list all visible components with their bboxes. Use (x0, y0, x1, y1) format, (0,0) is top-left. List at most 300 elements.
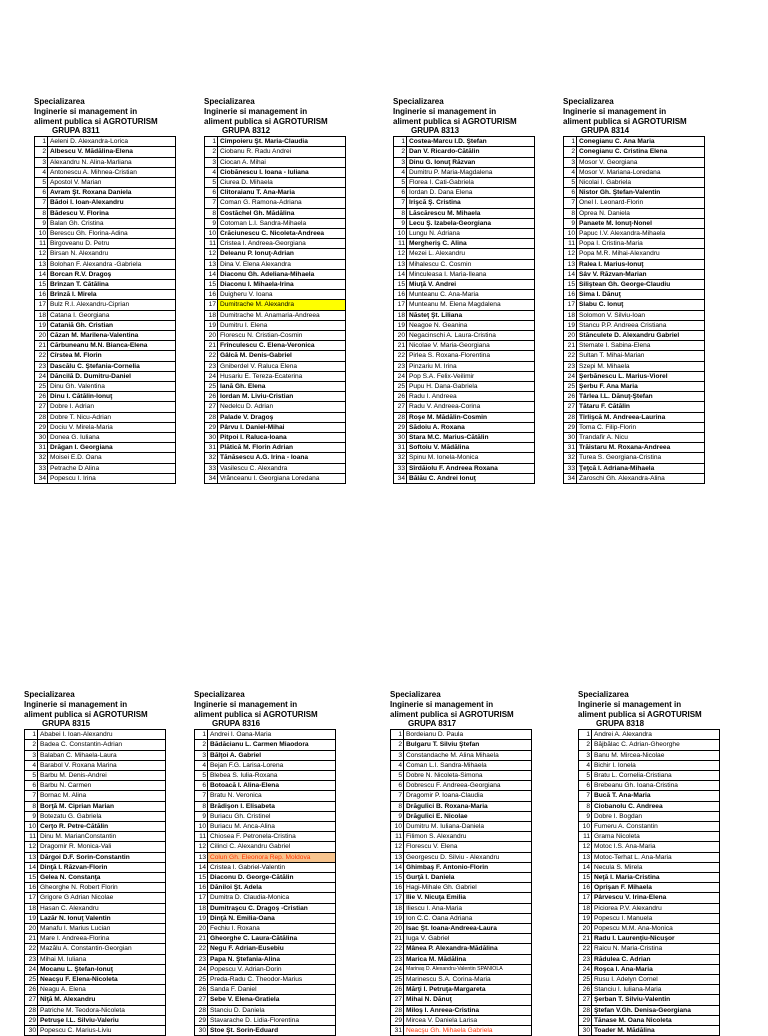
row-number: 18 (564, 310, 577, 320)
row-number: 2 (564, 147, 577, 157)
row-number: 5 (394, 178, 407, 188)
table-row (205, 137, 346, 147)
row-number: 25 (564, 382, 577, 392)
table-row (35, 157, 176, 167)
table-row (25, 811, 166, 821)
student-name: Papuc I.V. Alexandra-Mihaela (577, 229, 705, 239)
student-name: Coman L.I. Sandra-Mihaela (404, 760, 532, 770)
row-number: 27 (391, 995, 404, 1005)
table-row (394, 453, 535, 463)
table-row (25, 822, 166, 832)
student-name: Popa M.R. Mihai-Alexandru (577, 249, 705, 259)
student-name: Neagoe N. Geanina (407, 320, 535, 330)
student-name: Banu M. Mircea-Nicolae (592, 750, 720, 760)
table-row (391, 740, 532, 750)
student-name: Bălău C. Andrei Ionuţ (407, 473, 535, 483)
table-row (564, 320, 705, 330)
student-name: Borţă M. Ciprian Marian (38, 801, 166, 811)
row-number: 29 (394, 422, 407, 432)
student-name: Balan Gh. Cristina (48, 218, 176, 228)
student-name: Iordan M. Liviu-Cristian (218, 392, 346, 402)
table-row (195, 771, 336, 781)
spec-name-cont: aliment publica si AGROTURISM (34, 116, 158, 126)
row-number: 19 (564, 320, 577, 330)
row-number: 9 (564, 218, 577, 228)
student-name: Minculeasa I. Maria-Ileana (407, 269, 535, 279)
row-number: 15 (205, 280, 218, 290)
student-name: Vasilescu C. Alexandra (218, 463, 346, 473)
table-row (564, 290, 705, 300)
group-header (563, 97, 705, 136)
table-row (25, 740, 166, 750)
student-name: Radu I. Andreea (407, 392, 535, 402)
table-row (564, 392, 705, 402)
student-name: Blebea S. Iulia-Roxana (208, 771, 336, 781)
table-row (391, 781, 532, 791)
table-row (35, 300, 176, 310)
table-row (579, 903, 720, 913)
row-number: 28 (579, 1005, 592, 1015)
table-row (394, 331, 535, 341)
student-name: Cristea I. Andreea-Georgiana (218, 239, 346, 249)
student-name: Avram Şt. Roxana Daniela (48, 188, 176, 198)
table-row (205, 433, 346, 443)
row-number: 21 (394, 341, 407, 351)
student-name: Dinu M. MarianConstantin (38, 832, 166, 842)
student-name: Crăciunescu C. Nicoleta-Andreea (218, 229, 346, 239)
row-number: 22 (205, 351, 218, 361)
row-number: 13 (391, 852, 404, 862)
student-name: Florescu N. Cristian-Cosmin (218, 331, 346, 341)
student-name: Neacşu Gh. Mihaela Gabriela (404, 1026, 532, 1036)
table-row (25, 1015, 166, 1025)
row-number: 33 (35, 463, 48, 473)
row-number: 10 (391, 822, 404, 832)
table-row (564, 331, 705, 341)
student-name: Vrănceanu I. Georgiana Loredana (218, 473, 346, 483)
table-row (25, 771, 166, 781)
row-number: 14 (579, 862, 592, 872)
row-number: 9 (391, 811, 404, 821)
group-block (563, 97, 705, 484)
group-title: GRUPA 8312 (222, 126, 271, 136)
row-number: 6 (579, 781, 592, 791)
table-row (205, 443, 346, 453)
student-name: Căzan M. Marilena-Valentina (48, 331, 176, 341)
table-row (564, 249, 705, 259)
table-row (195, 740, 336, 750)
row-number: 14 (195, 862, 208, 872)
student-name: Tănăsescu A.G. Irina - Ioana (218, 453, 346, 463)
row-number: 10 (205, 229, 218, 239)
row-number: 7 (579, 791, 592, 801)
table-row (564, 229, 705, 239)
row-number: 30 (394, 433, 407, 443)
row-number: 15 (25, 873, 38, 883)
group-header (390, 690, 532, 729)
student-name: Dinu G. Ionuţ Răzvan (407, 157, 535, 167)
student-name: Lecu Ş. Izabela-Georgiana (407, 218, 535, 228)
row-number: 26 (564, 392, 577, 402)
row-number: 32 (394, 453, 407, 463)
row-number: 20 (205, 331, 218, 341)
table-row (564, 382, 705, 392)
row-number: 7 (394, 198, 407, 208)
student-name: Husariu E. Tereza-Ecaterina (218, 371, 346, 381)
table-row (579, 740, 720, 750)
table-row (205, 249, 346, 259)
table-row (205, 392, 346, 402)
row-number: 27 (25, 995, 38, 1005)
table-row (35, 280, 176, 290)
row-number: 26 (35, 392, 48, 402)
table-row (564, 157, 705, 167)
student-name: Gniberdel V. Raluca Elena (218, 361, 346, 371)
student-name: Dobrescu F. Andreea-Georgiana (404, 781, 532, 791)
table-row (391, 811, 532, 821)
row-number: 24 (564, 371, 577, 381)
table-row (579, 730, 720, 740)
row-number: 7 (564, 198, 577, 208)
student-name: Botoacă I. Alina-Elena (208, 781, 336, 791)
student-name: Oprea N. Daniela (577, 208, 705, 218)
table-row (391, 913, 532, 923)
student-name: Dumitrache M. Anamaria-Andreea (218, 310, 346, 320)
student-name: Aeleni D. Alexandra-Lorica (48, 137, 176, 147)
row-number: 6 (195, 781, 208, 791)
student-name: Mihalescu C. Cosmin (407, 259, 535, 269)
row-number: 18 (195, 903, 208, 913)
table-row (564, 371, 705, 381)
row-number: 34 (35, 473, 48, 483)
row-number: 25 (195, 975, 208, 985)
student-name: Dinu Gh. Valentina (48, 382, 176, 392)
row-number: 27 (579, 995, 592, 1005)
table-row (35, 147, 176, 157)
row-number: 4 (205, 167, 218, 177)
student-name: Mosor V. Georgiana (577, 157, 705, 167)
table-row (579, 791, 720, 801)
student-name: Miuţă V. Andrei (407, 280, 535, 290)
group-header (24, 690, 166, 729)
table-row (35, 167, 176, 177)
row-number: 17 (195, 893, 208, 903)
student-name: Iordan D. Dana Elena (407, 188, 535, 198)
table-row (205, 361, 346, 371)
table-row (579, 954, 720, 964)
row-number: 30 (205, 433, 218, 443)
row-number: 11 (205, 239, 218, 249)
row-number: 17 (394, 300, 407, 310)
row-number: 18 (579, 903, 592, 913)
row-number: 23 (394, 361, 407, 371)
student-name: Motoc I.S. Ana-Maria (592, 842, 720, 852)
row-number: 24 (35, 371, 48, 381)
table-row (195, 1026, 336, 1036)
spec-name: Inginerie si management in (34, 106, 138, 116)
spec-name-cont: aliment publica si AGROTURISM (578, 709, 702, 719)
row-number: 28 (391, 1005, 404, 1015)
student-name: Mocanu L. Ştefan-Ionuţ (38, 964, 166, 974)
student-name: Sebe V. Elena-Gratiela (208, 995, 336, 1005)
table-row (195, 883, 336, 893)
row-number: 22 (25, 944, 38, 954)
row-number: 15 (579, 873, 592, 883)
row-number: 5 (195, 771, 208, 781)
row-number: 4 (35, 167, 48, 177)
table-row (579, 934, 720, 944)
row-number: 11 (35, 239, 48, 249)
table-row (579, 822, 720, 832)
group-title: GRUPA 8316 (212, 719, 261, 729)
student-name: Sîrdăiolu F. Andreea Roxana (407, 463, 535, 473)
row-number: 21 (391, 934, 404, 944)
student-name: Bădoi I. Ioan-Alexandru (48, 198, 176, 208)
table-row (564, 198, 705, 208)
student-name: Brebeanu Gh. Ioana-Cristina (592, 781, 720, 791)
row-number: 18 (394, 310, 407, 320)
table-row (35, 392, 176, 402)
row-number: 20 (25, 924, 38, 934)
table-row (564, 167, 705, 177)
student-name: Lungu N. Adriana (407, 229, 535, 239)
row-number: 1 (394, 137, 407, 147)
student-name: Mihai M. Iuliana (38, 954, 166, 964)
student-name: Cărbuneanu M.N. Bianca-Elena (48, 341, 176, 351)
table-row (564, 351, 705, 361)
table-row (579, 760, 720, 770)
row-number: 26 (25, 985, 38, 995)
table-row (195, 1015, 336, 1025)
row-number: 14 (205, 269, 218, 279)
student-name: Hagi-Mihale Gh. Gabriel (404, 883, 532, 893)
row-number: 15 (564, 280, 577, 290)
student-name: Andrei A. Alexandra (592, 730, 720, 740)
table-row (35, 178, 176, 188)
row-number: 16 (564, 290, 577, 300)
student-name: Gheorghe N. Robert Florin (38, 883, 166, 893)
table-row (35, 249, 176, 259)
student-name: Ilie V. Nicuţa Emilia (404, 893, 532, 903)
row-number: 14 (35, 269, 48, 279)
table-row (391, 964, 532, 974)
student-name: Deleanu P. Ionuţ-Adrian (218, 249, 346, 259)
table-row (195, 842, 336, 852)
table-row (564, 433, 705, 443)
row-number: 4 (391, 760, 404, 770)
table-row (35, 473, 176, 483)
row-number: 23 (35, 361, 48, 371)
row-number: 27 (564, 402, 577, 412)
row-number: 24 (579, 964, 592, 974)
student-name: Dumitru P. Maria-Magdalena (407, 167, 535, 177)
student-name: Mircea V. Daniela Larisa (404, 1015, 532, 1025)
table-row (205, 269, 346, 279)
student-name: Raicu N. Maria-Cristina (592, 944, 720, 954)
row-number: 30 (564, 433, 577, 443)
row-number: 12 (394, 249, 407, 259)
student-name: Negacinschi A. Laura-Cristina (407, 331, 535, 341)
student-name: Papa N. Ştefania-Alina (208, 954, 336, 964)
table-row (35, 412, 176, 422)
student-name: Popescu I. Manuela (592, 913, 720, 923)
row-number: 34 (394, 473, 407, 483)
table-row (205, 229, 346, 239)
student-name: Dina V. Elena Alexandra (218, 259, 346, 269)
student-name: Dăncilă D. Dumitru-Daniel (48, 371, 176, 381)
table-row (25, 995, 166, 1005)
group-block (578, 690, 720, 1036)
row-number: 16 (195, 883, 208, 893)
row-number: 34 (205, 473, 218, 483)
row-number: 8 (205, 208, 218, 218)
table-row (391, 995, 532, 1005)
student-name: Ababei I. Ioan-Alexandru (38, 730, 166, 740)
row-number: 22 (564, 351, 577, 361)
student-name: Stoe Şt. Sorin-Eduard (208, 1026, 336, 1036)
spec-label: Specializarea (390, 690, 441, 699)
row-number: 1 (205, 137, 218, 147)
student-table (393, 136, 535, 484)
student-name: Bulgaru T. Silviu Ştefan (404, 740, 532, 750)
table-row (195, 893, 336, 903)
student-name: Cotoman L.I. Sandra-Mihaela (218, 218, 346, 228)
row-number: 8 (391, 801, 404, 811)
student-name: Iliescu I. Ana-Maria (404, 903, 532, 913)
table-row (25, 954, 166, 964)
table-row (394, 208, 535, 218)
student-name: Bucă T. Ana-Maria (592, 791, 720, 801)
row-number: 26 (205, 392, 218, 402)
table-row (391, 1015, 532, 1025)
table-row (391, 842, 532, 852)
table-row (579, 781, 720, 791)
student-name: Cimpoieru Şt. Maria-Claudia (218, 137, 346, 147)
student-name: Şerbu F. Ana Maria (577, 382, 705, 392)
student-name: Stanciu I. Iuliana-Maria (592, 985, 720, 995)
row-number: 25 (205, 382, 218, 392)
student-name: Necula S. Mirela (592, 862, 720, 872)
row-number: 22 (579, 944, 592, 954)
row-number: 23 (391, 954, 404, 964)
table-row (579, 883, 720, 893)
table-row (35, 269, 176, 279)
row-number: 25 (25, 975, 38, 985)
table-row (391, 771, 532, 781)
student-name: Dumitraşcu C. Dragoş -Cristian (208, 903, 336, 913)
table-row (394, 280, 535, 290)
row-number: 19 (579, 913, 592, 923)
table-row (195, 964, 336, 974)
row-number: 32 (35, 453, 48, 463)
table-row (25, 781, 166, 791)
student-name: Dobre T. Nicu-Adrian (48, 412, 176, 422)
spec-name: Inginerie si management in (194, 699, 298, 709)
row-number: 14 (391, 862, 404, 872)
student-name: Marica M. Mădălina (404, 954, 532, 964)
table-row (25, 730, 166, 740)
student-name: Grama Nicoleta (592, 832, 720, 842)
row-number: 11 (25, 832, 38, 842)
table-row (394, 392, 535, 402)
table-row (25, 842, 166, 852)
table-row (579, 913, 720, 923)
table-row (25, 832, 166, 842)
table-row (391, 924, 532, 934)
student-name: Marinaş D. Alexandru-Valentin SPANIOLA (404, 964, 532, 974)
student-name: Bratu N. Veronica (208, 791, 336, 801)
row-number: 29 (205, 422, 218, 432)
student-name: Apostol V. Marian (48, 178, 176, 188)
student-name: Rădulea C. Adrian (592, 954, 720, 964)
table-row (579, 1015, 720, 1025)
table-row (564, 402, 705, 412)
student-name: Nedelcu D. Adrian (218, 402, 346, 412)
table-row (25, 893, 166, 903)
student-name: Albescu V. Mădălina-Elena (48, 147, 176, 157)
table-row (391, 832, 532, 842)
table-row (25, 852, 166, 862)
row-number: 33 (205, 463, 218, 473)
row-number: 2 (35, 147, 48, 157)
spec-name-cont: aliment publica si AGROTURISM (390, 709, 514, 719)
student-name: Dragomir R. Monica-Vali (38, 842, 166, 852)
student-name: Brădişon I. Elisabeta (208, 801, 336, 811)
student-name: Birsan N. Alexandru (48, 249, 176, 259)
spec-name: Inginerie si management in (578, 699, 682, 709)
row-number: 19 (394, 320, 407, 330)
table-row (205, 188, 346, 198)
row-number: 32 (564, 453, 577, 463)
row-number: 6 (391, 781, 404, 791)
table-row (35, 361, 176, 371)
row-number: 21 (564, 341, 577, 351)
row-number: 24 (195, 964, 208, 974)
student-name: Szepi M. Mihaela (577, 361, 705, 371)
table-row (579, 1026, 720, 1036)
student-name: Stara M.C. Marius-Cătălin (407, 433, 535, 443)
row-number: 1 (195, 730, 208, 740)
group-title: GRUPA 8315 (42, 719, 91, 729)
student-name: Sâv V. Răzvan-Marian (577, 269, 705, 279)
row-number: 17 (35, 300, 48, 310)
spec-name-cont: aliment publica si AGROTURISM (563, 116, 687, 126)
row-number: 18 (35, 310, 48, 320)
row-number: 24 (394, 371, 407, 381)
student-name: Lazăr N. Ionuţ Valentin (38, 913, 166, 923)
row-number: 12 (25, 842, 38, 852)
row-number: 29 (579, 1015, 592, 1025)
row-number: 3 (205, 157, 218, 167)
row-number: 30 (195, 1026, 208, 1036)
row-number: 21 (205, 341, 218, 351)
student-name: Panaete M. Ionuţ-Nonel (577, 218, 705, 228)
row-number: 33 (394, 463, 407, 473)
table-row (195, 862, 336, 872)
row-number: 21 (25, 934, 38, 944)
table-row (579, 944, 720, 954)
student-name: Niţă M. Alexandru (38, 995, 166, 1005)
student-name: Cataniă Gh. Cristian (48, 320, 176, 330)
table-row (195, 975, 336, 985)
row-number: 6 (25, 781, 38, 791)
row-number: 25 (579, 975, 592, 985)
student-name: Ciobanu R. Radu Andrei (218, 147, 346, 157)
table-row (579, 985, 720, 995)
row-number: 17 (205, 300, 218, 310)
table-row (205, 402, 346, 412)
table-row (391, 801, 532, 811)
